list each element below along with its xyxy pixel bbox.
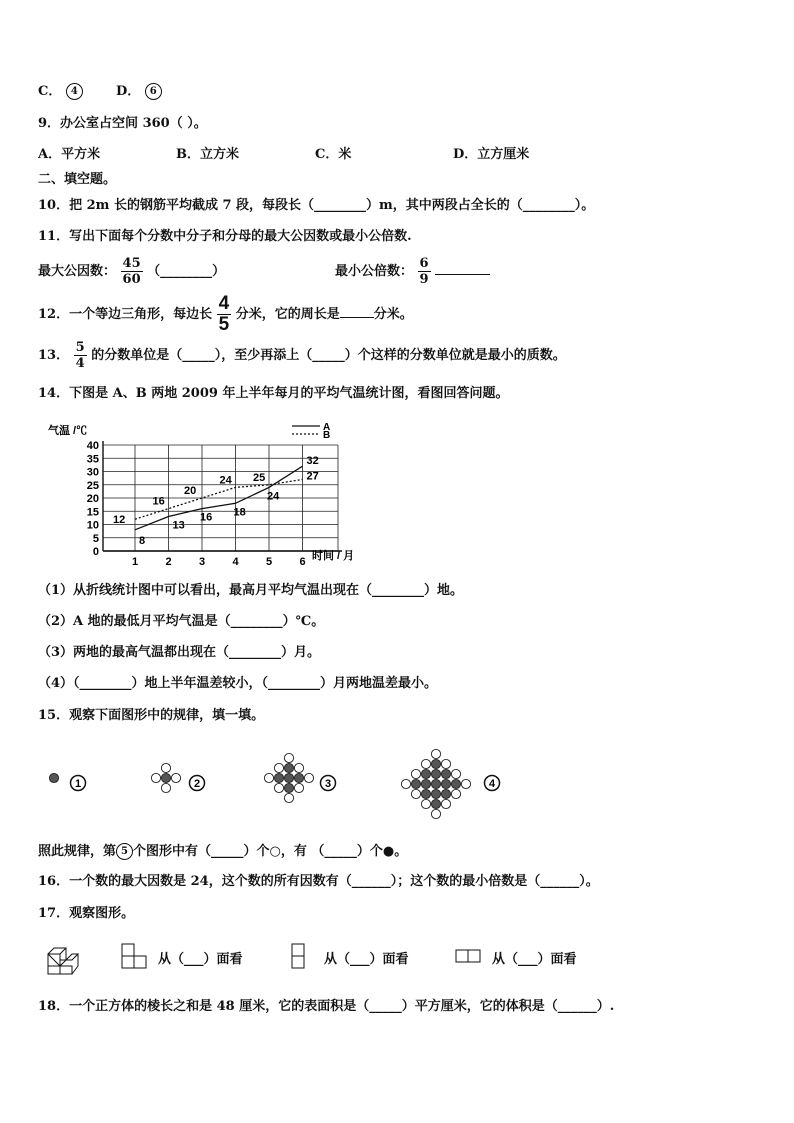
y-axis-label: 气温 /℃ bbox=[48, 425, 88, 437]
q11-stem: 11．写出下面每个分数中分子和分母的最大公因数或最小公倍数. bbox=[38, 229, 412, 244]
q12-post: 分米，它的周长是 bbox=[235, 307, 340, 322]
filled-dot bbox=[294, 773, 303, 782]
filled-dot bbox=[431, 769, 440, 778]
view-label-3: 从（___）面看 bbox=[492, 952, 577, 967]
hollow-dot bbox=[304, 773, 313, 782]
data-label: 24 bbox=[219, 474, 232, 487]
dot-pattern-figures bbox=[40, 740, 520, 832]
q12-numerator: 4 bbox=[218, 293, 230, 314]
view-label-1: 从（___）面看 bbox=[158, 952, 243, 967]
q10: 10．把 2m 长的钢筋平均截成 7 段，每段长（________）m，其中两段占全长的（________）。 bbox=[38, 198, 595, 213]
hollow-dot bbox=[411, 769, 420, 778]
pattern-dots bbox=[49, 749, 470, 818]
filled-dot bbox=[284, 783, 293, 792]
y-tick-label: 30 bbox=[86, 466, 99, 479]
q14-sub-4: （4）（________）地上半年温差较小，（________）月两地温差最小。 bbox=[38, 676, 438, 691]
q12-fraction bbox=[217, 294, 232, 335]
hollow-dot bbox=[161, 763, 170, 772]
filled-dot bbox=[421, 769, 430, 778]
hollow-dot bbox=[411, 789, 420, 798]
lcm-blank-line bbox=[435, 262, 490, 275]
q12-unit: 分米。 bbox=[373, 307, 413, 322]
q14-sub-1: （1）从折线统计图中可以看出，最高月平均气温出现在（________）地。 bbox=[38, 583, 464, 598]
figure-number: 1 bbox=[74, 778, 82, 790]
data-label: 24 bbox=[267, 490, 280, 503]
lcm-numerator: 6 bbox=[419, 256, 429, 271]
cube-stack-figure bbox=[48, 948, 78, 974]
data-label: 12 bbox=[113, 514, 126, 527]
gcd-fraction bbox=[121, 256, 143, 287]
y-tick-labels bbox=[87, 440, 99, 558]
q13-numerator: 5 bbox=[75, 340, 85, 355]
hollow-dot bbox=[274, 783, 283, 792]
temperature-line-chart bbox=[40, 418, 360, 568]
hollow-dot bbox=[264, 773, 273, 782]
hollow-dot bbox=[431, 809, 440, 818]
q12-blank-line bbox=[340, 305, 374, 318]
q9-option-b: B．立方米 bbox=[176, 147, 239, 162]
legend-label: B bbox=[323, 430, 331, 441]
hollow-dot bbox=[451, 789, 460, 798]
option-c-label: C． bbox=[38, 84, 62, 99]
gcd-label: 最大公因数： bbox=[38, 264, 117, 279]
gcd-numerator: 45 bbox=[122, 256, 141, 271]
q15-answer-pre: 照此规律，第 bbox=[38, 844, 117, 859]
chart-legend bbox=[292, 422, 330, 441]
q11-gcd-row bbox=[38, 256, 225, 287]
data-label: 27 bbox=[306, 470, 319, 483]
data-label: 16 bbox=[152, 495, 165, 508]
q9-option-a: A．平方米 bbox=[38, 147, 101, 162]
data-label: 16 bbox=[200, 511, 213, 524]
filled-dot bbox=[441, 779, 450, 788]
hollow-dot bbox=[451, 769, 460, 778]
legend-label: A bbox=[323, 422, 331, 433]
option-c-number: 4 bbox=[66, 83, 83, 100]
y-tick-label: 5 bbox=[92, 532, 99, 545]
lcm-fraction bbox=[418, 256, 431, 287]
q9-stem: 9．办公室占空间 360（ ）。 bbox=[38, 116, 207, 131]
x-tick-label: 1 bbox=[131, 556, 139, 568]
data-label: 8 bbox=[139, 534, 146, 547]
q15-stem: 15．观察下面图形中的规律，填一填。 bbox=[38, 708, 265, 723]
hollow-dot bbox=[431, 749, 440, 758]
data-label: 13 bbox=[172, 519, 185, 532]
filled-dot bbox=[431, 779, 440, 788]
option-d-number: 6 bbox=[145, 83, 162, 100]
lcm-denominator: 9 bbox=[419, 272, 429, 287]
x-tick-label: 6 bbox=[299, 556, 306, 568]
filled-dot bbox=[284, 763, 293, 772]
hollow-dot bbox=[171, 773, 180, 782]
filled-dot bbox=[421, 789, 430, 798]
hollow-dot bbox=[421, 799, 430, 808]
filled-dot bbox=[431, 789, 440, 798]
view-figure-2 bbox=[292, 944, 304, 968]
y-tick-label: 40 bbox=[86, 440, 99, 452]
hollow-dot bbox=[294, 783, 303, 792]
hollow-dot bbox=[441, 759, 450, 768]
hollow-dot bbox=[274, 763, 283, 772]
data-label: 20 bbox=[184, 485, 197, 497]
q12 bbox=[38, 294, 413, 335]
view-figure-1 bbox=[122, 944, 146, 968]
gcd-denominator: 60 bbox=[122, 272, 141, 287]
q14-sub-3: （3）两地的最高气温都出现在（________）月。 bbox=[38, 645, 321, 660]
figure-number: 3 bbox=[324, 778, 332, 790]
hollow-dot bbox=[401, 779, 410, 788]
figure-number: 4 bbox=[488, 778, 496, 790]
y-tick-label: 15 bbox=[86, 506, 99, 519]
view-figure-3 bbox=[456, 950, 480, 962]
filled-dot bbox=[441, 769, 450, 778]
hollow-dot bbox=[284, 793, 293, 802]
filled-dot bbox=[421, 779, 430, 788]
filled-dot bbox=[411, 779, 420, 788]
filled-dot bbox=[49, 773, 58, 782]
filled-dot bbox=[274, 773, 283, 782]
hollow-dot bbox=[441, 799, 450, 808]
q8-options bbox=[38, 83, 162, 100]
lcm-label: 最小公倍数： bbox=[335, 264, 414, 279]
y-tick-label: 35 bbox=[86, 453, 99, 466]
q17-stem: 17．观察图形。 bbox=[38, 906, 135, 921]
y-tick-label: 25 bbox=[86, 479, 99, 492]
q13 bbox=[38, 340, 566, 371]
q14-sub-2: （2）A 地的最低月平均气温是（________）℃。 bbox=[38, 614, 325, 629]
data-label: 25 bbox=[253, 471, 266, 484]
x-tick-label: 3 bbox=[198, 556, 206, 568]
q12-pre: 12．一个等边三角形，每边长 bbox=[38, 307, 213, 322]
q13-fraction bbox=[74, 340, 87, 371]
hollow-dot bbox=[421, 759, 430, 768]
option-d-label: D． bbox=[115, 84, 141, 99]
filled-dot bbox=[161, 773, 170, 782]
q9-option-d: D．立方厘米 bbox=[453, 147, 530, 162]
q13-denominator: 4 bbox=[75, 356, 85, 371]
filled-dot bbox=[431, 799, 440, 808]
figure-number: 2 bbox=[193, 778, 201, 790]
q15-answer-post: 个图形中有（_____）个○，有 （_____）个●。 bbox=[133, 844, 408, 859]
q18: 18．一个正方体的棱长之和是 48 厘米，它的表面积是（_____）平方厘米，它的体积是（______）. bbox=[38, 999, 615, 1014]
y-tick-label: 10 bbox=[86, 519, 99, 532]
q15-answer bbox=[38, 843, 407, 860]
filled-dot bbox=[431, 759, 440, 768]
view-label-2: 从（___）面看 bbox=[324, 952, 409, 967]
figure-5-marker: 5 bbox=[116, 843, 133, 860]
x-tick-labels bbox=[132, 556, 306, 568]
gcd-blank: （________） bbox=[147, 264, 226, 279]
data-label: 18 bbox=[233, 506, 246, 519]
hollow-dot bbox=[461, 779, 470, 788]
x-tick-label: 5 bbox=[265, 556, 273, 568]
filled-dot bbox=[441, 789, 450, 798]
x-axis-label: 时间 / 月 bbox=[312, 550, 355, 562]
q13-pre: 13． bbox=[38, 348, 70, 363]
x-tick-label: 2 bbox=[165, 556, 172, 568]
x-tick-label: 4 bbox=[232, 556, 239, 568]
y-tick-label: 20 bbox=[86, 493, 99, 505]
q9-option-c: C．米 bbox=[315, 147, 352, 162]
y-tick-label: 0 bbox=[92, 546, 99, 558]
data-label: 32 bbox=[306, 455, 319, 468]
q16: 16．一个数的最大因数是 24，这个数的所有因数有（______）；这个数的最小倍数是（______）。 bbox=[38, 874, 599, 889]
q12-denominator: 5 bbox=[218, 314, 230, 335]
hollow-dot bbox=[284, 753, 293, 762]
filled-dot bbox=[284, 773, 293, 782]
q14-stem: 14．下图是 A、B 两地 2009 年上半年每月的平均气温统计图，看图回答问题。 bbox=[38, 386, 509, 401]
hollow-dot bbox=[161, 783, 170, 792]
q11-lcm-row bbox=[335, 256, 490, 287]
hollow-dot bbox=[151, 773, 160, 782]
q13-post: 的分数单位是（_____），至少再添上（_____）个这样的分数单位就是最小的质数。 bbox=[91, 348, 566, 363]
section-fill-blank: 二、填空题。 bbox=[38, 172, 117, 187]
filled-dot bbox=[451, 779, 460, 788]
hollow-dot bbox=[294, 763, 303, 772]
